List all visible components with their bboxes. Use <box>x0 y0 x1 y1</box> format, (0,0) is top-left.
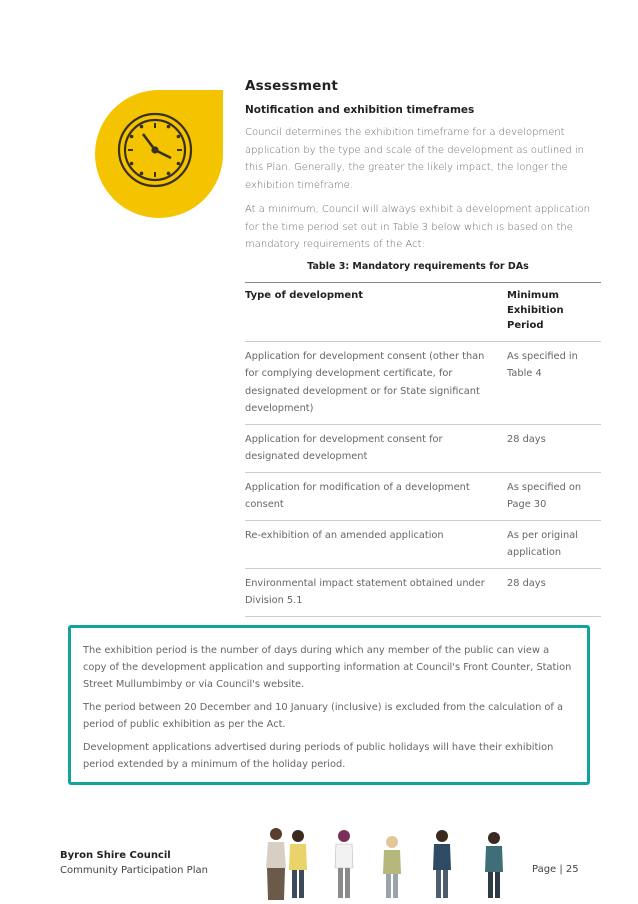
note-paragraph: The period between 20 December and 10 January (inclusive) is excluded from the calculation of a period of public exhibition as per the Act. <box>83 702 563 730</box>
table-cell: 28 days <box>499 568 601 616</box>
table-cell: As specified in Table 4 <box>499 341 601 424</box>
footer <box>60 848 208 878</box>
table-cell: As specified on Page 30 <box>499 472 601 520</box>
table-header-row <box>245 282 601 341</box>
column-header: Type of development <box>245 282 499 341</box>
clock-icon <box>87 90 223 218</box>
section-subheading: Notification and exhibition timeframes <box>245 104 475 116</box>
requirements-table <box>245 282 601 617</box>
column-header: Minimum Exhibition Period <box>499 282 601 341</box>
page-number: Page | 25 <box>532 864 579 875</box>
paragraph: Council determines the exhibition timeframe for a development application by the type and scale of the development as outlined in this Plan. Generally, the greater the likely impact, the longer the exhibition timeframe. <box>245 127 584 191</box>
table-caption: Table 3: Mandatory requirements for DAs <box>307 260 529 272</box>
table-cell: Environmental impact statement obtained under Division 5.1 <box>245 568 499 616</box>
footer-document-title: Community Participation Plan <box>60 865 208 876</box>
table-row <box>245 472 601 520</box>
table-cell: As per original application <box>499 520 601 568</box>
table-row <box>245 424 601 472</box>
table-cell: 28 days <box>499 424 601 472</box>
table-cell: Application for modification of a development consent <box>245 472 499 520</box>
note-paragraph: Development applications advertised during periods of public holidays will have their exhibition period extended by a minimum of the holiday period. <box>83 742 554 770</box>
people-illustration <box>258 822 518 900</box>
table-cell: Re-exhibition of an amended application <box>245 520 499 568</box>
footer-organisation: Byron Shire Council <box>60 850 171 861</box>
info-note-box <box>68 625 590 785</box>
paragraph: At a minimum, Council will always exhibit a development application for the time period set out in Table 3 below which is based on the mandatory requirements of the Act: <box>245 204 590 250</box>
main-content <box>245 78 601 617</box>
note-paragraph: The exhibition period is the number of days during which any member of the public can view a copy of the development application and supporting information at Council's Front Counter, Station Street Mullumbimby or via Council's website. <box>83 645 572 690</box>
table-row <box>245 568 601 616</box>
table-row <box>245 520 601 568</box>
table-cell: Application for development consent (other than for complying development certificate, for designated development or for State significant development) <box>245 341 499 424</box>
page-heading: Assessment <box>245 78 339 94</box>
table-row <box>245 341 601 424</box>
table-cell: Application for development consent for designated development <box>245 424 499 472</box>
